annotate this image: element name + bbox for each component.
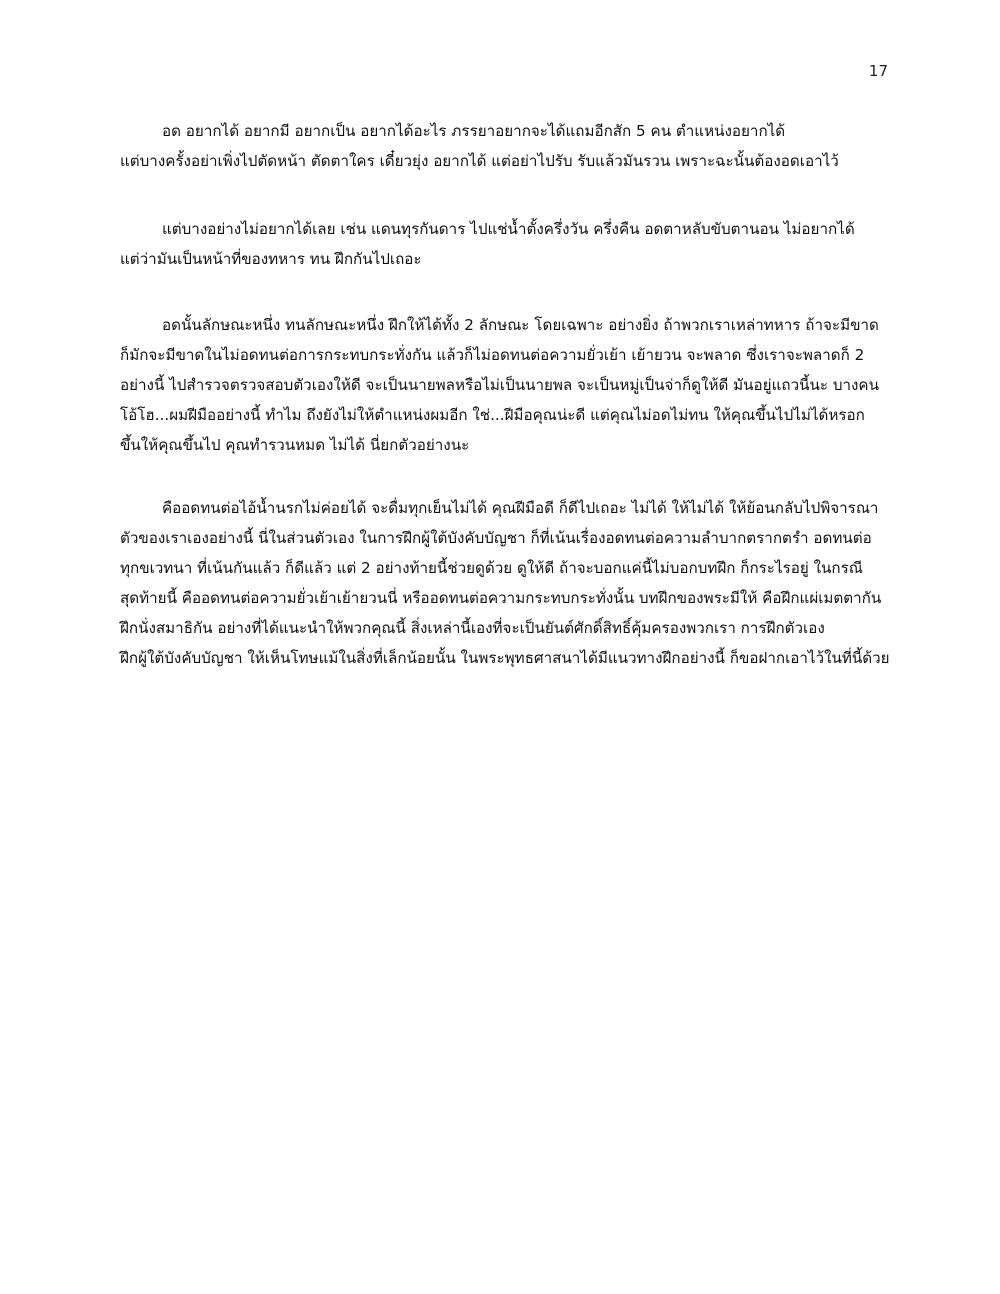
paragraph-line: แต่ว่ามันเป็นหน้าที่ของทหาร ทน ฝึกกันไปเถอะ	[120, 250, 422, 268]
paragraph-line: สุดท้ายนี้ คืออดทนต่อความยั่วเย้าเย้ายวนนี่ หรืออดทนต่อความกระทบกระทั่งนั้น บทฝึกของพระมีให้ คือฝึกแผ่เมตตากัน	[120, 589, 882, 607]
paragraph-line: แต่บางครั้งอย่าเพิ่งไปตัดหน้า ตัดตาใคร เดี๋ยวยุ่ง อยากได้ แต่อย่าไปรับ รับแล้วมันรวน เพราะฉะนั้นต้องอดเอาไว้	[120, 152, 839, 170]
paragraph-line: อย่างนี้ ไปสำรวจตรวจสอบตัวเองให้ดี จะเป็นนายพลหรือไม่เป็นนายพล จะเป็นหมู่เป็นจ่าก็ดูให้ดี มันอยู่แถวนี้นะ บางคน	[120, 376, 879, 394]
paragraph-line: อด อยากได้ อยากมี อยากเป็น อยากได้อะไร ภรรยาอยากจะได้แถมอีกสัก 5 คน ตำแหน่งอยากได้	[162, 122, 786, 140]
paragraph-1	[120, 116, 890, 176]
paragraph-line: ทุกขเวทนา ที่เน้นกันแล้ว ก็ดีแล้ว แต่ 2 อย่างท้ายนี้ช่วยดูด้วย ดูให้ดี ถ้าจะบอกแค่นี้ไม่บอกบทฝึก ก็กระไรอยู่ ในกรณี	[120, 559, 863, 577]
paragraph-line: ฝึกนั่งสมาธิกัน อย่างที่ได้แนะนำให้พวกคุณนี้ สิ่งเหล่านี้เองที่จะเป็นยันต์ศักดิ์สิทธิ์คุ้มครองพวกเรา การฝึกตัวเอง	[120, 619, 825, 637]
paragraph-line: อดนั้นลักษณะหนึ่ง ทนลักษณะหนึ่ง ฝึกให้ได้ทั้ง 2 ลักษณะ โดยเฉพาะ อย่างยิ่ง ถ้าพวกเราเหล่าทหาร ถ้าจะมีขาด	[162, 316, 879, 334]
paragraph-2	[120, 214, 890, 274]
paragraph-line: ก็มักจะมีขาดในไม่อดทนต่อการกระทบกระทั่งกัน แล้วก็ไม่อดทนต่อความยั่วเย้า เย้ายวน จะพลาด ซึ่งเราจะพลาดก็ 2	[120, 346, 865, 364]
paragraph-line: ขึ้นให้คุณขึ้นไป คุณทำรวนหมด ไม่ได้ นี่ยกตัวอย่างนะ	[120, 436, 470, 454]
paragraph-line: ตัวของเราเองอย่างนี้ นี่ในส่วนตัวเอง ในการฝึกผู้ใต้บังคับบัญชา ก็ที่เน้นเรื่องอดทนต่อความลำบากตรากตรำ อดทนต่อ	[120, 529, 872, 547]
paragraph-line: คืออดทนต่อไอ้น้ำนรกไม่ค่อยได้ จะดื่มทุกเย็นไม่ได้ คุณฝีมือดี ก็ดีไปเถอะ ไม่ได้ ให้ไม่ได้ ให้ย้อนกลับไปพิจารณา	[162, 499, 879, 517]
paragraph-line: แต่บางอย่างไม่อยากได้เลย เช่น แดนทุรกันดาร ไปแช่น้ำตั้งครึ่งวัน ครึ่งคืน อดตาหลับขับตานอน ไม่อยากได้	[162, 220, 855, 238]
page-number: 17	[868, 62, 888, 80]
paragraph-3	[120, 310, 890, 460]
paragraph-line: ฝึกผู้ใต้บังคับบัญชา ให้เห็นโทษแม้ในสิ่งที่เล็กน้อยนั้น ในพระพุทธศาสนาได้มีแนวทางฝึกอย่างนี้ ก็ขอฝากเอาไว้ในที่นี้ด้วย	[120, 649, 890, 667]
paragraph-line: โอ้โฮ...ผมฝีมืออย่างนี้ ทำไม ถึงยังไม่ให้ตำแหน่งผมอีก ใช่...ฝีมือคุณน่ะดี แต่คุณไม่อดไม่ทน ให้คุณขึ้นไปไม่ได้หรอก	[120, 406, 865, 424]
paragraph-4	[120, 493, 890, 673]
